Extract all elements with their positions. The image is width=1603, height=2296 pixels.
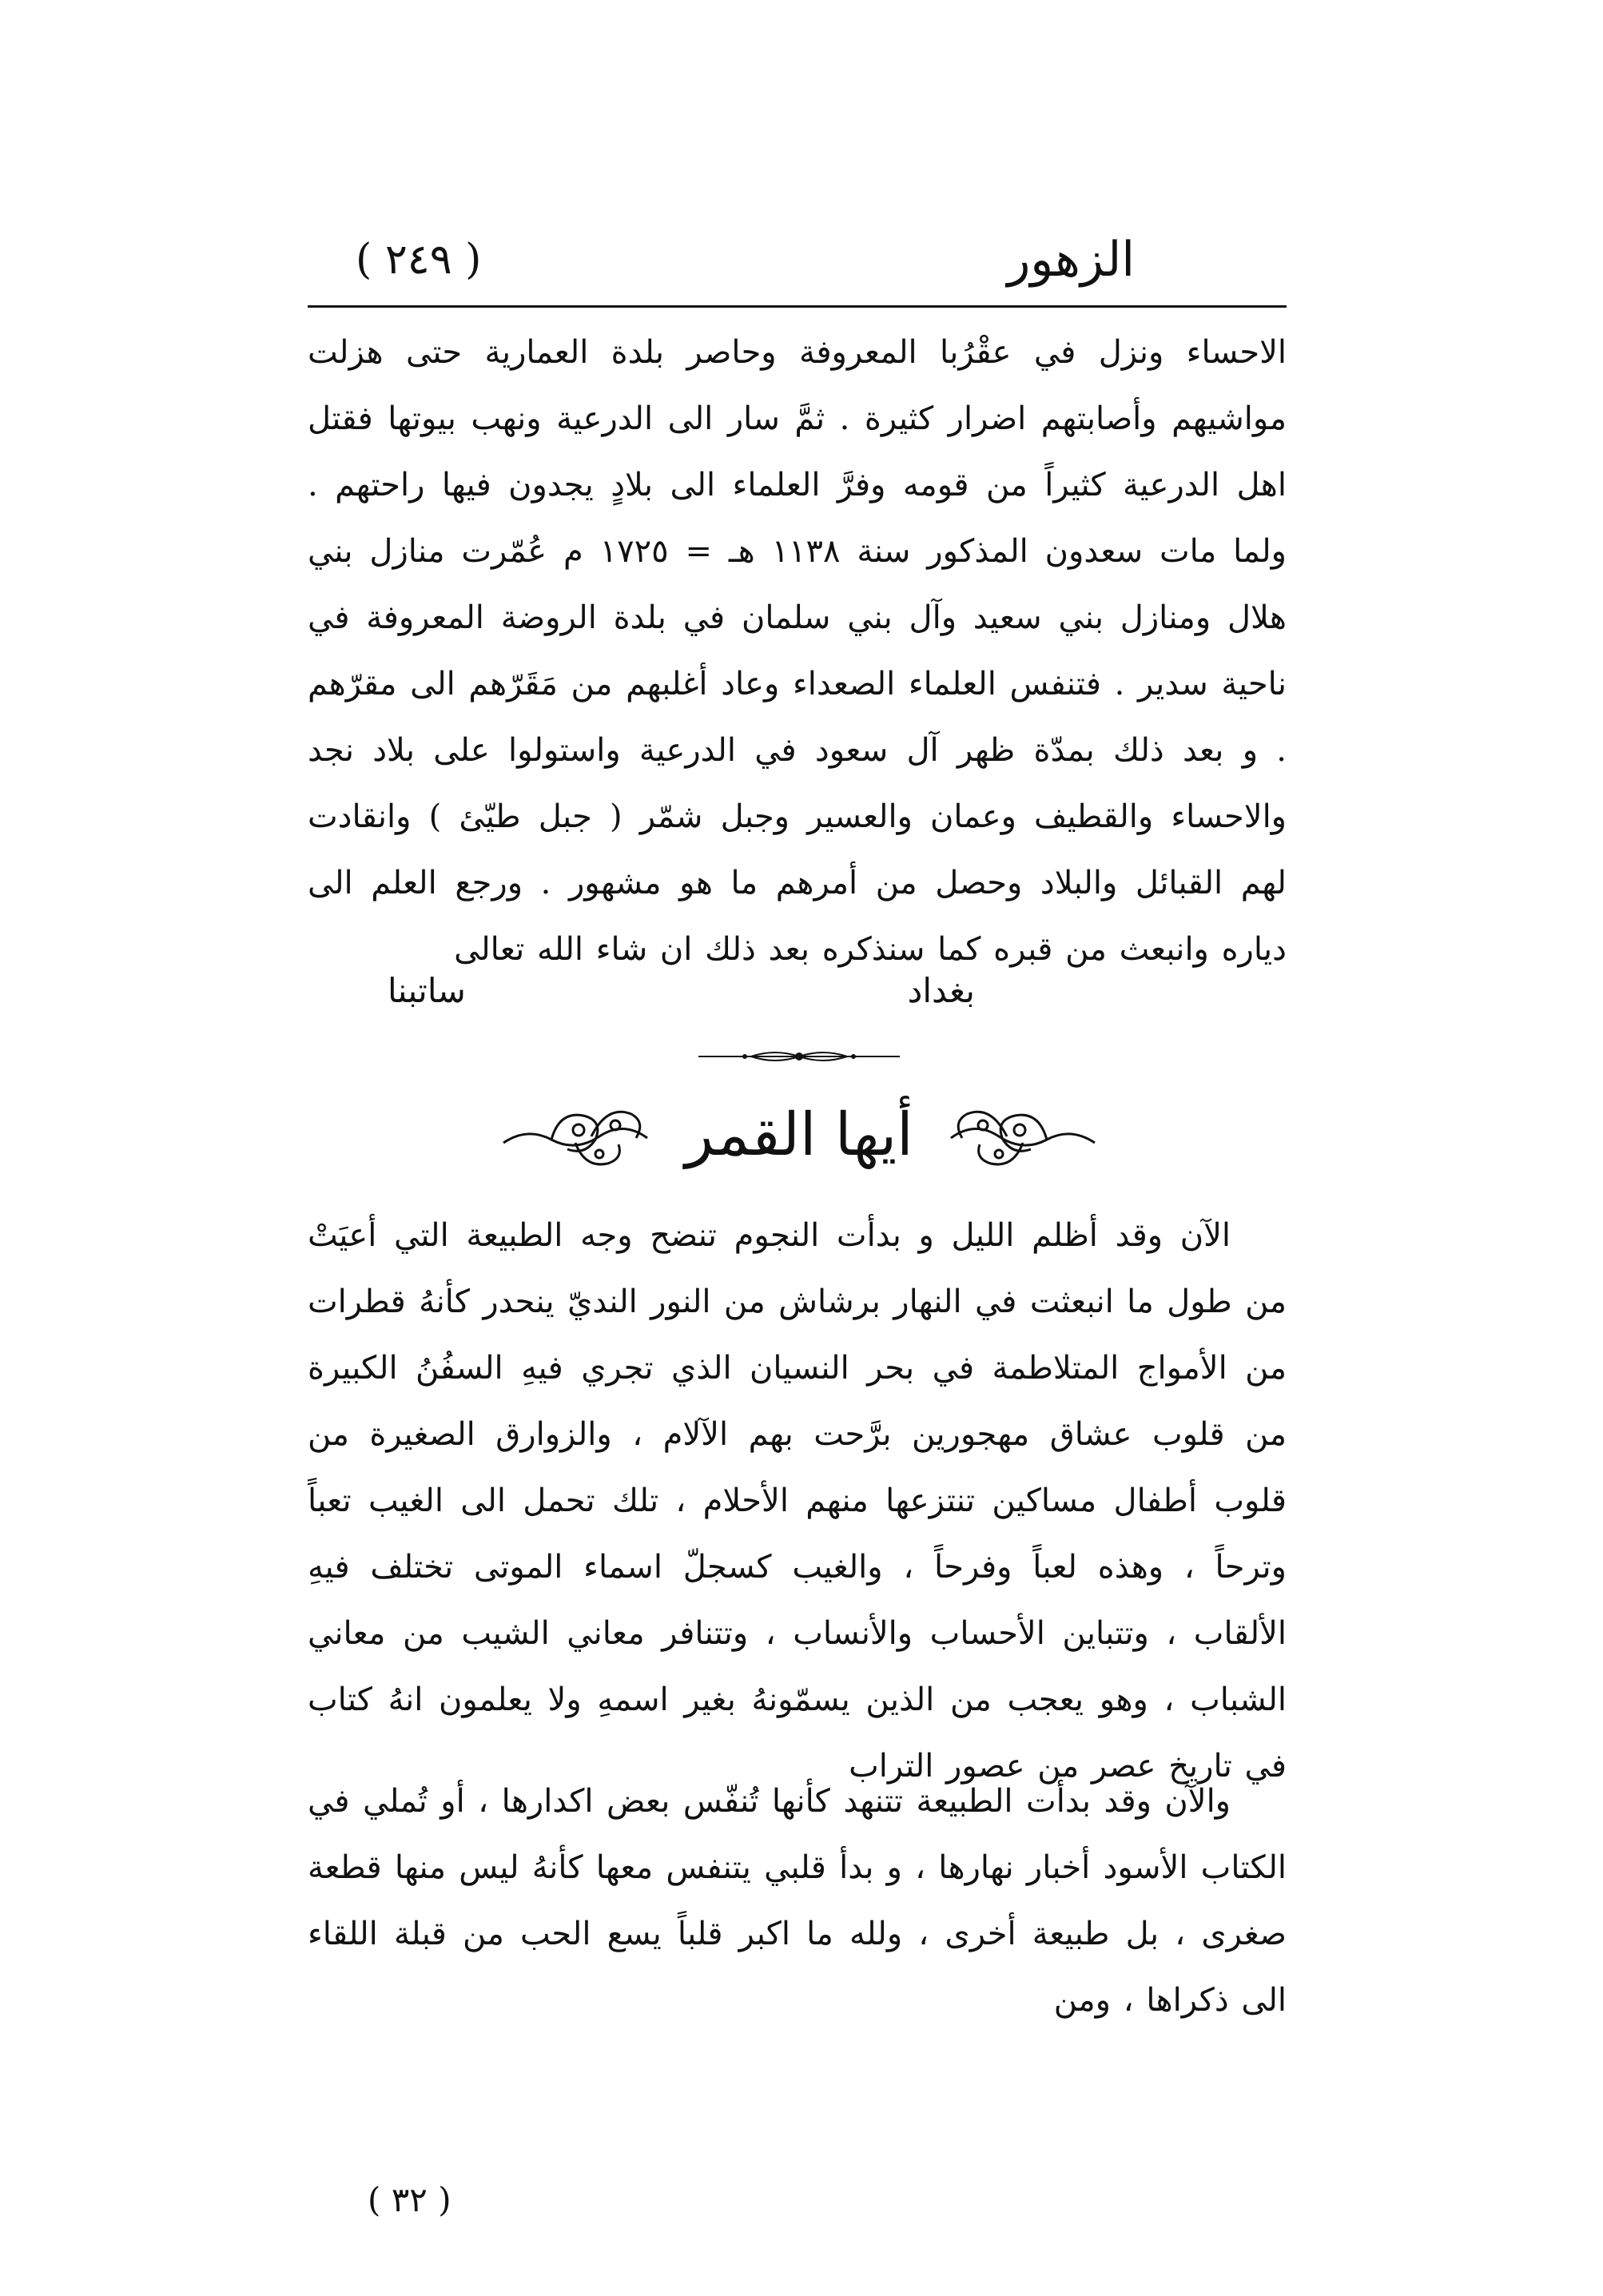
article-body-continued bbox=[308, 1769, 1287, 2034]
signature-author: ساتبنا bbox=[388, 971, 466, 1010]
page-number: ( ٢٤٩ ) bbox=[356, 236, 482, 284]
article-signature bbox=[308, 959, 1287, 1023]
sheet-signature-mark: ( ٣٢ ) bbox=[368, 2180, 451, 2219]
floral-ornament-icon bbox=[943, 1087, 1103, 1183]
paragraph: والآن وقد بدأت الطبيعة تتنهد كأنها تُنفّس بعض اكدارها ، أو تُملي في الكتاب الأسود أخبار نهارها ، و بدأ قلبي يتنفس معها كأنهُ ليس منها قطعة صغرى ، بل طبيعة أخرى ، ولله ما اكبر قلباً يسع الحب من قبلة اللقاء الى ذكراها ، ومن bbox=[308, 1783, 1287, 2019]
running-title: الزهور bbox=[1007, 232, 1135, 288]
signature-place: بغداد bbox=[907, 971, 975, 1010]
header-rule bbox=[308, 305, 1287, 308]
section-heading bbox=[495, 1079, 1103, 1191]
running-head bbox=[316, 228, 1279, 292]
paragraph: الآن وقد أظلم الليل و بدأت النجوم تنضح وجه الطبيعة التي أعيَتْ من طول ما انبعثت في النهار برشاش من النور النديّ ينحدر كأنهُ قطرات من الأمواج المتلاطمة في بحر النسيان الذي تجري فيهِ السفُنُ الكبيرة من قلوب عشاق مهجورين برَّحت بهم الآلام ، والزوارق الصغيرة من قلوب أطفال مساكين تنتزعها منهم الأحلام ، تلك تحمل الى الغيب تعباً وترحاً ، وهذه لعباً وفرحاً ، والغيب كسجلّ اسماء الموتى تختلف فيهِ الألقاب ، وتتباين الأحساب والأنساب ، وتتنافر معاني الشيب من معاني الشباب ، وهو يعجب من الذين يسمّونهُ بغير اسمهِ ولا يعلمون انهُ كتاب في تاريخ عصر من عصور التراب bbox=[308, 1217, 1287, 1785]
article-body bbox=[308, 1203, 1287, 1800]
body-text-continuation bbox=[308, 320, 1287, 983]
paragraph: الاحساء ونزل في عقْرُبا المعروفة وحاصر بلدة العمارية حتى هزلت مواشيهم وأصابتهم اضرار كثيرة . ثمَّ سار الى الدرعية ونهب بيوتها فقتل اهل الدرعية كثيراً من قومه وفرَّ العلماء الى بلادٍ يجدون فيها راحتهم . ولما مات سعدون المذكور سنة ١١٣٨ هـ = ١٧٢٥ م عُمّرت منازل بني هلال ومنازل بني سعيد وآل بني سلمان في بلدة الروضة المعروفة في ناحية سدير . فتنفس العلماء الصعداء وعاد أغلبهم من مَقَرّهم الى مقرّهم . و بعد ذلك بمدّة ظهر آل سعود في الدرعية واستولوا على بلاد نجد والاحساء والقطيف وعمان والعسير وجبل شمّر ( جبل طيّئ ) وانقادت لهم القبائل والبلاد وحصل من أمرهم ما هو مشهور . ورجع العلم الى دياره وانبعث من قبره كما سنذكره بعد ذلك ان شاء الله تعالى bbox=[308, 334, 1287, 968]
floral-ornament-icon bbox=[495, 1087, 655, 1183]
ornament-divider-icon bbox=[695, 1047, 903, 1066]
section-title: أيها القمر bbox=[685, 1100, 913, 1169]
